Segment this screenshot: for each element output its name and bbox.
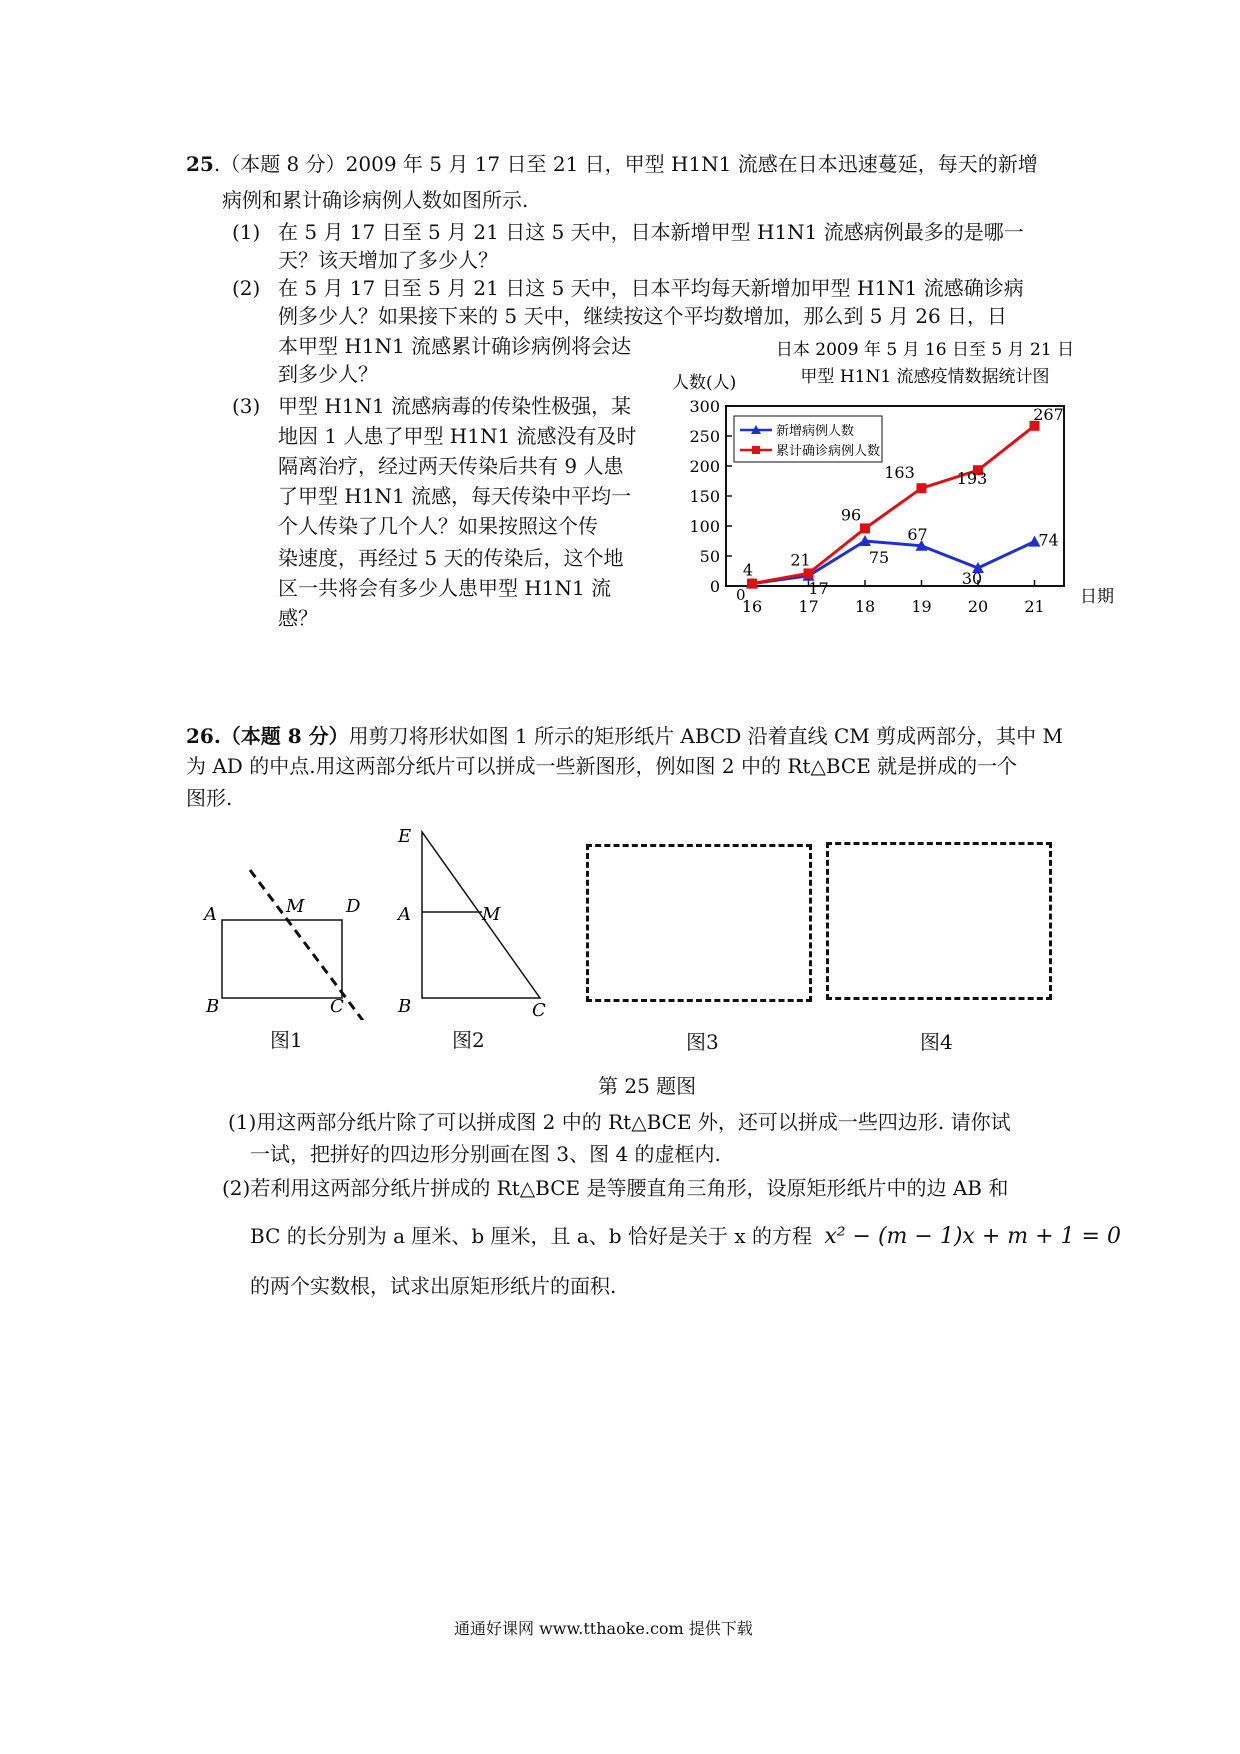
x-tick-label: 18 [854,597,876,616]
data-label: 75 [868,548,890,567]
q26-sub2-line-1: (2)若利用这两部分纸片拼成的 Rt△BCE 是等腰直角三角形，设原矩形纸片中的边 AB 和 [222,1176,1009,1200]
fig2-label-m: M [482,904,501,925]
fig1-label-d: D [346,896,361,917]
y-tick-label: 50 [699,547,720,566]
fig2-label-b: B [398,996,412,1017]
y-tick-label: 300 [689,397,720,416]
q25-p3-label: (3) [232,394,261,418]
q25-p2-label: (2) [232,276,261,300]
q25-line-1: 25.（本题 8 分）2009 年 5 月 17 日至 21 日，甲型 H1N1 流感在日本迅速蔓延，每天的新增 [186,152,1038,176]
y-tick-label: 0 [709,577,720,596]
data-label: 193 [956,469,988,489]
q26-line-2: 为 AD 的中点.用这两部分纸片可以拼成一些新图形，例如图 2 中的 Rt△BCE 就是拼成的一个 [186,754,1018,778]
data-label: 21 [790,550,811,570]
quadratic-equation: x² − (m − 1)x + m + 1 = 0 [824,1224,1121,1249]
fig2-label-a: A [398,904,411,925]
q25-p2-text-3: 本甲型 H1N1 流感累计确诊病例将会达 [278,334,632,358]
q25-p3-text-5: 个人传染了几个人？如果按照这个传 [278,514,598,538]
x-tick-label: 16 [741,597,763,616]
fig1-label-b: B [206,996,220,1017]
q26-sub1-line-1: (1)用这两部分纸片除了可以拼成图 2 中的 Rt△BCE 外，还可以拼成一些四边形. 请你试 [228,1110,1011,1134]
data-label: 30 [961,569,983,588]
y-tick-label: 100 [689,517,720,536]
y-tick-label: 250 [689,427,720,446]
chart-origin-label: 0 [736,586,746,604]
data-label: 267 [1033,404,1064,424]
q26-sub2-line-3: 的两个实数根，试求出原矩形纸片的面积. [250,1274,617,1298]
q25-p1-label: (1) [232,220,261,244]
legend-label: 累计确诊病例人数 [776,444,881,459]
figure-4-drawing-box[interactable] [826,842,1052,1000]
fig2-label-c: C [532,1000,546,1020]
fig2-caption: 图2 [452,1028,485,1052]
q26-sub1-line-2: 一试，把拼好的四边形分别画在图 3、图 4 的虚框内. [250,1142,721,1166]
x-tick-label: 17 [798,597,819,616]
flu-statistics-chart [670,330,1130,630]
y-tick-label: 150 [689,487,720,506]
chart-title: 日本 2009 年 5 月 16 日至 5 月 21 日 [775,340,1075,360]
rectangle-abcd [222,920,342,998]
fig1-caption: 图1 [270,1028,303,1052]
q25-p2-text-2: 例多少人？如果接下来的 5 天中，继续按这个平均数增加，那么到 5 月 26 日，日 [278,304,1008,328]
q26-line-3: 图形. [186,786,233,810]
data-label: 163 [884,463,915,483]
q26-sub2-line-2: BC 的长分别为 a 厘米、b 厘米，且 a、b 恰好是关于 x 的方程 x² − (m − 1)x + m + 1 = 0 [250,1224,1121,1249]
figure-1 [196,860,386,1020]
data-label: 96 [840,505,862,525]
legend-label: 新增病例人数 [776,424,855,439]
q25-p3-text-2: 地因 1 人患了甲型 H1N1 流感没有及时 [278,424,637,448]
data-label: 4 [742,560,754,580]
data-point-square [860,523,870,533]
data-point-square [747,579,757,589]
q26-line-1: 26.（本题 8 分）用剪刀将形状如图 1 所示的矩形纸片 ABCD 沿着直线 CM 剪成两部分，其中 M [186,724,1063,748]
chart-x-axis-label: 日期 [1080,587,1114,607]
fig1-label-c: C [330,996,344,1017]
figure-group-caption: 第 25 题图 [598,1074,697,1098]
chart-subtitle: 甲型 H1N1 流感疫情数据统计图 [800,367,1050,387]
fig1-label-m: M [286,896,305,917]
x-tick-label: 21 [1024,597,1045,616]
q25-p1-text-1: 在 5 月 17 日至 5 月 21 日这 5 天中，日本新增甲型 H1N1 流感病例最多的是哪一 [278,220,1024,244]
x-tick-label: 20 [967,597,989,616]
q25-number: 25 [186,152,214,176]
data-point-square [917,483,927,493]
x-tick-label: 19 [911,597,932,616]
data-point-square [804,568,814,578]
figure-3-drawing-box[interactable] [586,844,812,1002]
q25-line-2: 病例和累计确诊病例人数如图所示. [222,188,529,212]
fig4-caption: 图4 [920,1030,953,1054]
fig1-label-a: A [204,904,217,925]
q26-number: 26.（本题 8 分） [186,724,349,748]
q25-p3-text-6: 染速度，再经过 5 天的传染后，这个地 [278,546,624,570]
page-footer: 通通好课网 www.tthaoke.com 提供下载 [454,1619,753,1638]
data-label: 67 [907,524,928,544]
fig3-caption: 图3 [686,1030,719,1054]
q25-p3-text-7: 区一共将会有多少人患甲型 H1N1 流 [278,576,612,600]
chart-y-axis-label: 人数(人) [672,373,737,393]
data-label: 17 [808,578,829,598]
q25-p1-text-2: 天？该天增加了多少人？ [278,248,498,272]
triangle-bce [422,832,540,998]
data-label: 74 [1038,530,1059,550]
figure-2 [392,820,562,1020]
q25-p3-text-8: 感？ [278,606,318,630]
q25-p2-text-1: 在 5 月 17 日至 5 月 21 日这 5 天中，日本平均每天新增加甲型 H1N1 流感确诊病 [278,276,1024,300]
y-tick-label: 200 [689,457,720,476]
q25-p2-text-4: 到多少人？ [278,362,378,386]
legend-marker-square [752,446,760,454]
q25-p3-text-3: 隔离治疗，经过两天传染后共有 9 人患 [278,454,624,478]
q25-p3-text-1: 甲型 H1N1 流感病毒的传染性极强，某 [278,394,632,418]
fig2-label-e: E [398,826,412,847]
q25-p3-text-4: 了甲型 H1N1 流感，每天传染中平均一 [278,484,632,508]
